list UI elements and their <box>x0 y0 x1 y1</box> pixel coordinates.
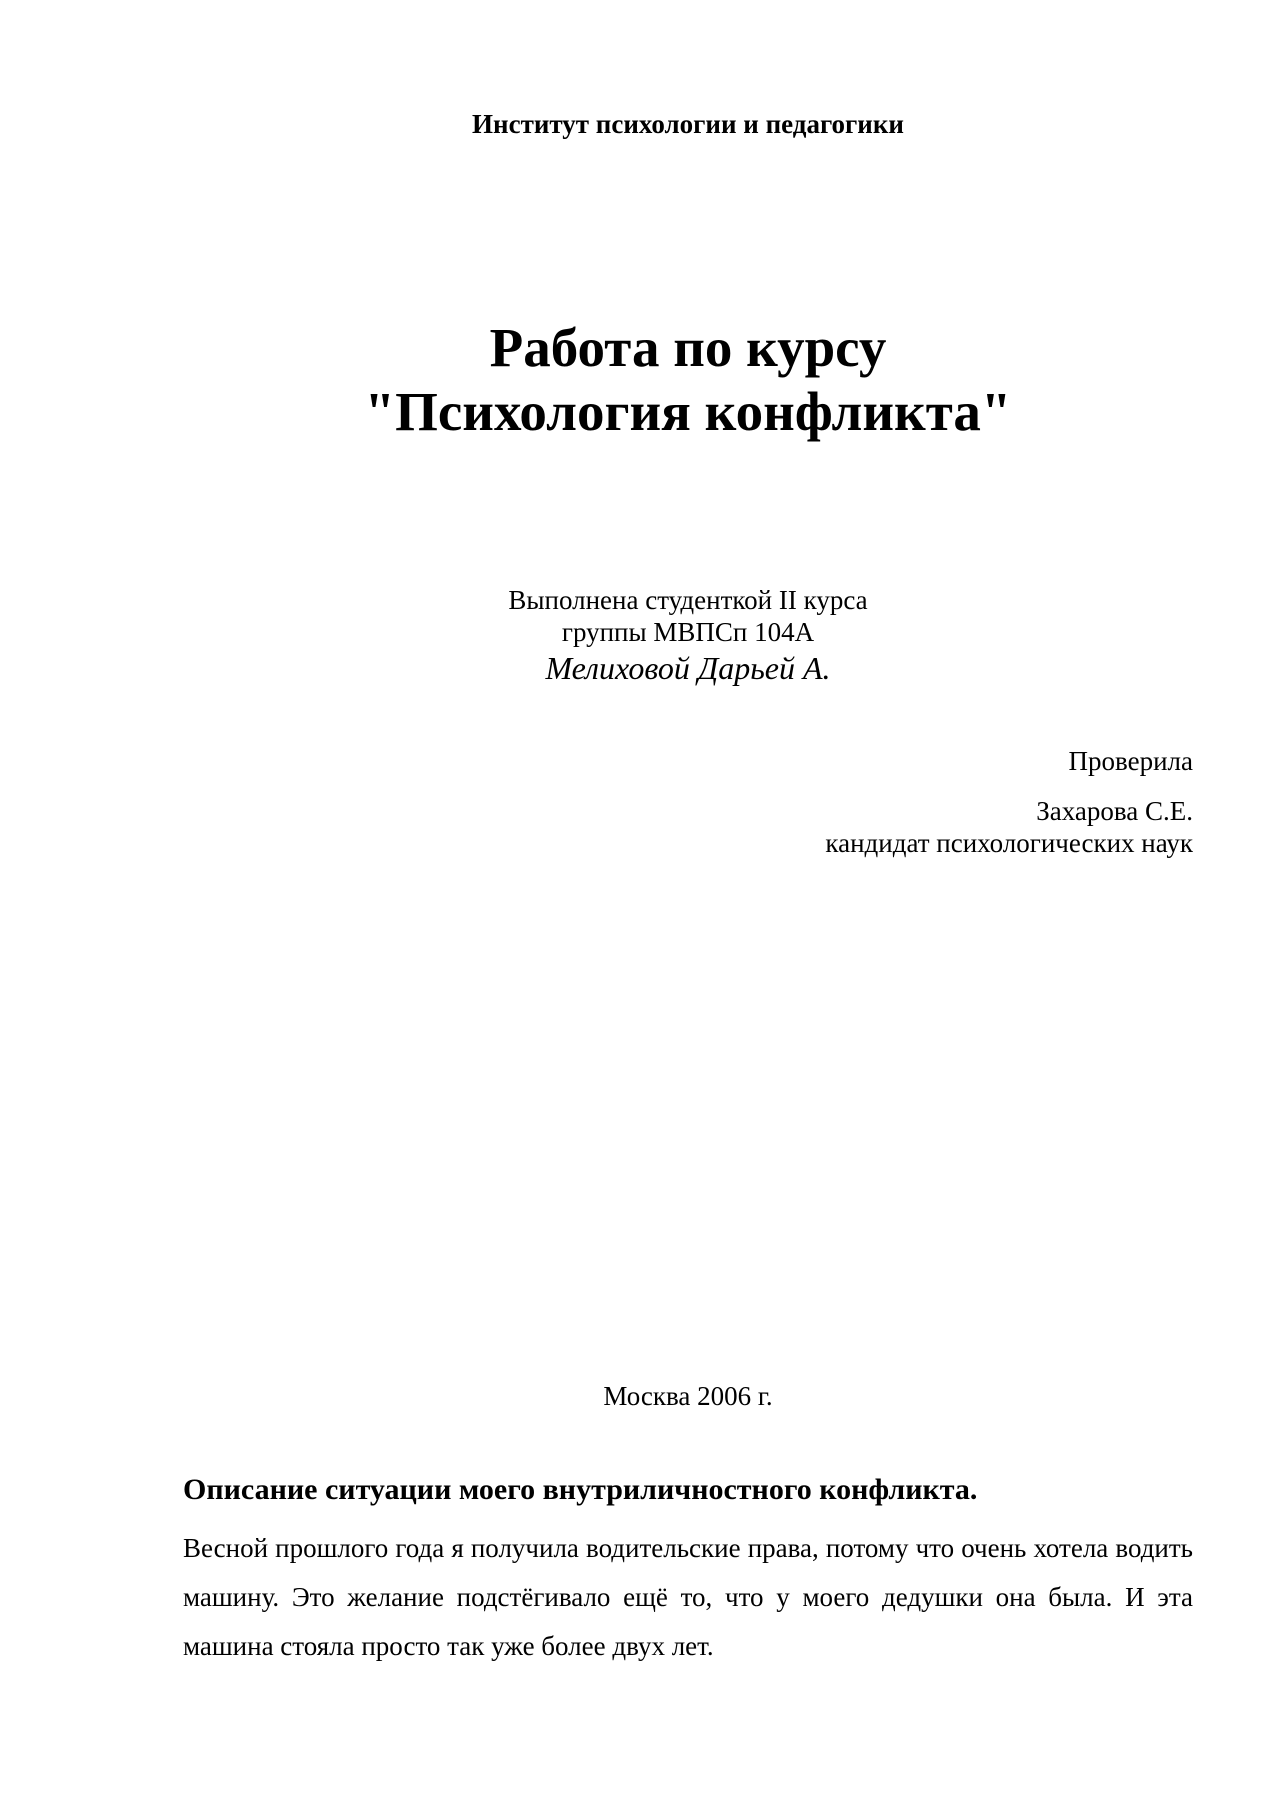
institute-name: Институт психологии и педагогики <box>472 109 904 139</box>
work-title-line-1: Работа по курсу <box>489 317 887 378</box>
checker-name: Захарова С.Е. <box>1036 796 1193 826</box>
student-name: Мелиховой Дарьей А. <box>545 650 831 686</box>
checker-block <box>825 745 1193 859</box>
section-body: Весной прошлого года я получила водительские права, потому что очень хотела водить машину. Это желание подстёгивало ещё то, что у моего дедушки она была. И эта машина стояла просто так уже более двух лет. <box>183 1533 1193 1661</box>
work-title <box>0 316 1280 444</box>
performer-line-1: Выполнена студенткой II курса <box>508 585 868 615</box>
conflict-section <box>183 1472 1193 1671</box>
city-year: Москва 2006 г. <box>603 1381 773 1411</box>
section-heading: Описание ситуации моего внутриличностного конфликта. <box>183 1473 978 1506</box>
checked-by-label: Проверила <box>1068 746 1193 776</box>
performer-block <box>0 584 1280 688</box>
checker-degree: кандидат психологических наук <box>825 828 1193 858</box>
work-title-line-2: "Психология конфликта" <box>364 381 1012 442</box>
performer-line-2: группы МВПСп 104А <box>561 617 815 647</box>
